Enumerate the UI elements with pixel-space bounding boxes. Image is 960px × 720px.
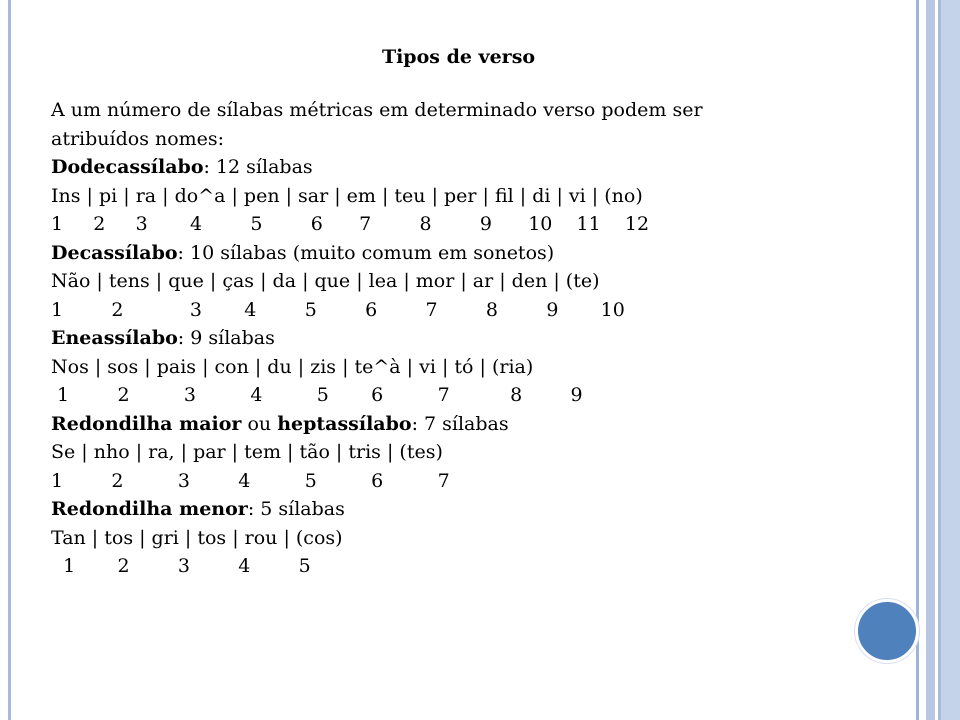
- verse-type-name: Dodecassílabo: [51, 156, 204, 178]
- left-border-line: [8, 0, 11, 720]
- number-line: 1 2 3 4 5 6 7 8 9 10 11 12: [51, 213, 650, 235]
- number-line: 1 2 3 4 5 6 7 8 9 10: [51, 298, 625, 321]
- number-line: 1 2 3 4 5 6 7 8 9: [51, 384, 583, 406]
- page-title: Tipos de verso: [381, 46, 536, 68]
- slide-content: [51, 40, 831, 581]
- intro-line: atribuídos nomes:: [51, 127, 225, 150]
- stripe: [926, 0, 935, 720]
- syllable-line: Ins | pi | ra | do^a | pen | sar | em | teu | per | fil | di | vi | (no): [51, 184, 643, 207]
- intro-line: A um número de sílabas métricas em determinado verso podem ser: [51, 99, 703, 121]
- verse-type-name: Decassílabo: [51, 241, 178, 264]
- number-line: 1 2 3 4 5 6 7: [51, 469, 450, 492]
- verse-type-desc: : 12 sílabas: [203, 156, 313, 178]
- verse-type-desc: : 7 sílabas: [411, 412, 509, 435]
- syllable-line: Nos | sos | pais | con | du | zis | te^à | vi | tó | (ria): [51, 355, 534, 378]
- syllable-line: Tan | tos | gri | tos | rou | (cos): [51, 526, 343, 549]
- verse-type-heading: [51, 410, 831, 439]
- syllable-line: Se | nho | ra, | par | tem | tão | tris | (tes): [51, 441, 443, 463]
- verse-type-name: Redondilha maior: [51, 412, 242, 435]
- stripe: [919, 0, 926, 720]
- verse-type-connector: ou: [241, 412, 278, 435]
- syllable-line: Não | tens | que | ças | da | que | lea | mor | ar | den | (te): [51, 270, 600, 292]
- verse-type-heading: [51, 324, 831, 353]
- verse-type-desc: : 5 sílabas: [247, 498, 345, 520]
- verse-type-desc: : 10 sílabas (muito comum em sonetos): [177, 241, 555, 264]
- verse-type-heading: [51, 239, 831, 268]
- verse-type-name: Redondilha menor: [51, 498, 248, 520]
- verse-type-heading: [51, 495, 831, 524]
- number-line: 1 2 3 4 5: [51, 555, 311, 577]
- verse-type-name: Eneassílabo: [51, 327, 178, 349]
- verse-type-heading: [51, 153, 831, 182]
- stripe: [941, 0, 960, 720]
- verse-type-desc: : 9 sílabas: [177, 327, 275, 349]
- decorative-circle: [855, 599, 919, 663]
- verse-type-name-alt: heptassílabo: [277, 412, 412, 435]
- right-decorative-stripes: [916, 0, 960, 720]
